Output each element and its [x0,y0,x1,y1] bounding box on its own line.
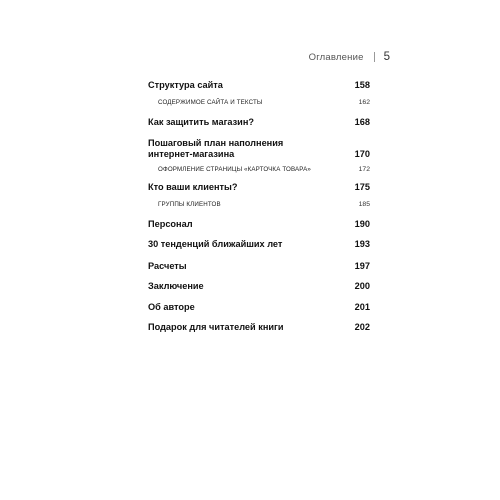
running-header [280,49,390,65]
toc-subentry-title: ГРУППЫ КЛИЕНТОВ [158,200,221,208]
toc-entry-title: Подарок для читателей книги [148,322,284,332]
toc-subentry-title: СОДЕРЖИМОЕ САЙТА И ТЕКСТЫ [158,98,263,106]
toc-entry [148,302,370,313]
toc-entry-title: Как защитить магазин? [148,116,254,127]
toc-entry-page: 168 [354,116,370,127]
toc-entry [148,239,370,250]
toc-entry-title: Заключение [148,281,204,291]
toc-entry-page: 202 [354,322,370,332]
toc-subentry-page: 185 [358,200,370,208]
toc-entry-page: 175 [354,182,370,192]
toc-subentry-page: 172 [358,166,370,173]
page-number: 5 [383,51,390,63]
toc-entry-page: 170 [354,148,370,159]
toc-entry [148,281,370,292]
toc-subentry [148,98,370,107]
toc-entry-page: 193 [354,239,370,249]
toc-entry [148,138,370,159]
toc-subentry-page: 162 [358,98,370,106]
header-divider [374,52,375,62]
toc-entry [148,80,370,91]
toc-entry-title: 30 тенденций ближайших лет [148,239,283,249]
toc-subentry [148,200,370,209]
toc-entry-title: Кто ваши клиенты? [148,182,238,192]
section-title: Оглавление [308,51,364,63]
toc-entry [148,219,370,230]
toc-entry-page: 201 [354,301,370,312]
toc-entry [148,322,370,333]
toc-entry-title: Персонал [148,218,193,229]
toc-subentry [148,165,370,174]
toc-entry [148,261,370,272]
toc-entry [148,182,370,193]
toc-entry [148,117,370,128]
toc-entry-page: 158 [354,80,370,90]
toc-entry-title: Пошаговый план наполнения интернет-магазина [148,138,284,159]
table-of-contents [148,80,370,333]
toc-entry-title: Расчеты [148,260,187,271]
toc-entry-title: Структура сайта [148,80,223,90]
toc-entry-page: 197 [354,260,370,271]
toc-entry-title: Об авторе [148,301,195,312]
toc-entry-page: 190 [354,218,370,229]
toc-subentry-title: ОФОРМЛЕНИЕ СТРАНИЦЫ «КАРТОЧКА ТОВАРА» [158,166,312,173]
toc-entry-page: 200 [354,281,370,291]
